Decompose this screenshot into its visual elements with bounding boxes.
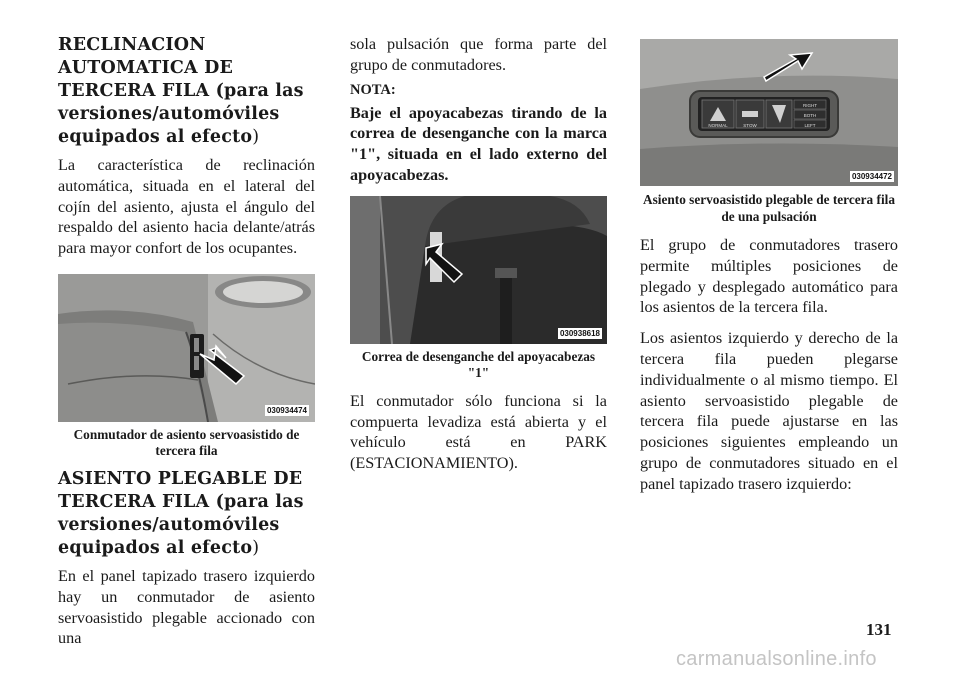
paragraph-grupo-conmutadores: El grupo de conmutadores trasero permite múltiples posiciones de plegado y desplegado automático para los asientos de la tercera fila.	[640, 236, 898, 317]
figure-caption: Correa de desenganche del apoyacabezas "1"	[361, 348, 596, 381]
figure-code: 030938618	[559, 328, 600, 338]
watermark: carmanualsonline.info	[676, 648, 877, 670]
paragraph-asiento-plegable: En el panel tapizado trasero izquierdo hay un conmutador de asiento servoasistido plegable accionado con una	[58, 566, 315, 648]
figure-code: 030934474	[266, 405, 307, 415]
switch-label-normal: NORMAL	[708, 123, 728, 128]
paragraph-asientos-izquierdo-derecho: Los asientos izquierdo y derecho de la tercera fila pueden plegarse individualmente o al mismo tiempo. El asiento servoasistido plegable de tercera fila puede ajustarse en las posiciones siguientes empleando un grupo de conmutadores situado en el panel tapizado trasero izquierdo:	[640, 329, 898, 493]
figure-switch-group-photo	[640, 39, 898, 186]
switch-label-right: RIGHT	[803, 103, 817, 108]
figure-code: 030934472	[851, 172, 892, 181]
figure-caption: Conmutador de asiento servoasistido de tercera fila	[73, 426, 300, 459]
section-heading-asiento-plegable: ASIENTO PLEGABLE DE TERCERA FILA (para las versiones/automóviles equipados al efecto)	[58, 468, 304, 558]
figure-caption: Asiento servoasistido plegable de tercera fila de una pulsación	[643, 192, 895, 224]
switch-label-both: BOTH	[803, 113, 817, 118]
figure-headrest-strap-photo	[350, 196, 607, 344]
paragraph-reclinacion: La característica de reclinación automática, situada en el lateral del cojín del asiento, ajusta el ángulo del respaldo del asiento hacia delante/atrás para mayor confort de los ocupantes.	[58, 156, 315, 258]
paragraph-conmutador-funciona: El conmutador sólo funciona si la compuerta levadiza está abierta y el vehículo está en PARK (ESTACIONAMIENTO).	[350, 391, 607, 473]
paragraph-continued: sola pulsación que forma parte del grupo de conmutadores.	[350, 35, 607, 74]
column-left	[58, 34, 315, 649]
section-heading-reclinacion: RECLINACION AUTOMATICA DE TERCERA FILA (para las versiones/automóviles equipados al efecto)	[58, 35, 304, 147]
column-right	[640, 34, 898, 495]
switch-label-left: LEFT	[804, 123, 816, 128]
column-middle	[350, 34, 607, 474]
note-text: Baje el apoyacabezas tirando de la correa de desenganche con la marca "1", situada en el lado externo del apoyacabezas.	[350, 103, 607, 184]
switch-label-stow: STOW	[743, 123, 757, 128]
page-number: 131	[866, 620, 892, 639]
note-label: NOTA:	[350, 81, 396, 98]
figure-seat-switch-photo	[58, 274, 315, 422]
